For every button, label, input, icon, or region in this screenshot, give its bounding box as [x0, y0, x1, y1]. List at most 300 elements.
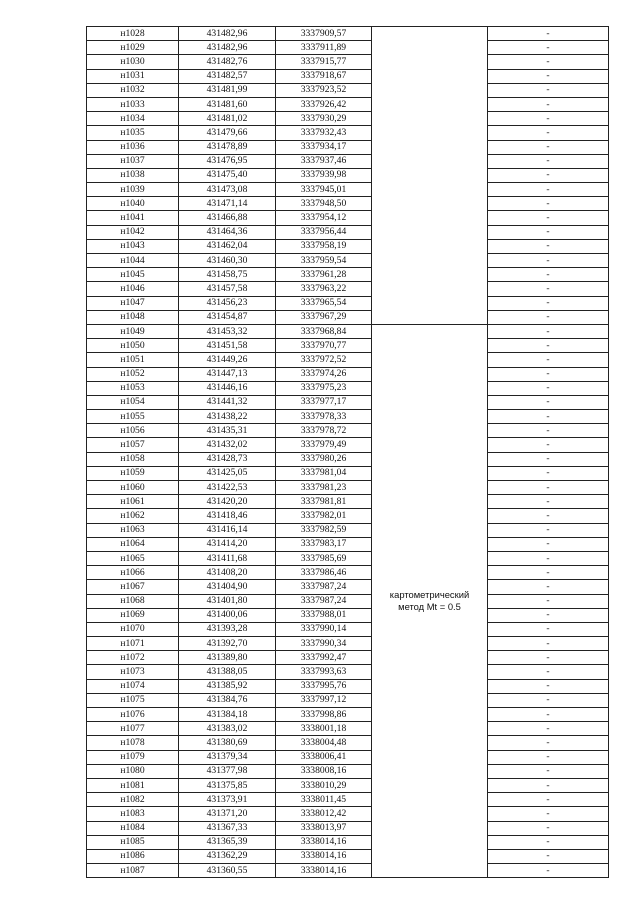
- x-coordinate-cell: 431449,26: [179, 353, 276, 367]
- point-id-cell: н1046: [87, 282, 179, 296]
- y-coordinate-cell: 3337990,14: [276, 622, 372, 636]
- table-row: [87, 154, 609, 168]
- description-cell: -: [488, 339, 609, 353]
- table-row: [87, 793, 609, 807]
- table-row: [87, 651, 609, 665]
- y-coordinate-cell: 3337958,19: [276, 239, 372, 253]
- table-row: [87, 353, 609, 367]
- point-id-cell: н1075: [87, 693, 179, 707]
- y-coordinate-cell: 3338013,97: [276, 821, 372, 835]
- point-id-cell: н1081: [87, 778, 179, 792]
- point-id-cell: н1058: [87, 452, 179, 466]
- y-coordinate-cell: 3337983,17: [276, 537, 372, 551]
- table-row: [87, 580, 609, 594]
- table-row: [87, 608, 609, 622]
- y-coordinate-cell: 3337967,29: [276, 310, 372, 324]
- point-id-cell: н1030: [87, 55, 179, 69]
- y-coordinate-cell: 3337915,77: [276, 55, 372, 69]
- y-coordinate-cell: 3337963,22: [276, 282, 372, 296]
- y-coordinate-cell: 3338006,41: [276, 750, 372, 764]
- y-coordinate-cell: 3337981,23: [276, 481, 372, 495]
- y-coordinate-cell: 3337911,89: [276, 41, 372, 55]
- x-coordinate-cell: 431481,99: [179, 83, 276, 97]
- point-id-cell: н1071: [87, 637, 179, 651]
- point-id-cell: н1068: [87, 594, 179, 608]
- y-coordinate-cell: 3337934,17: [276, 140, 372, 154]
- point-id-cell: н1083: [87, 807, 179, 821]
- description-cell: -: [488, 580, 609, 594]
- table-row: [87, 537, 609, 551]
- y-coordinate-cell: 3337948,50: [276, 197, 372, 211]
- point-id-cell: н1074: [87, 679, 179, 693]
- x-coordinate-cell: 431475,40: [179, 168, 276, 182]
- table-row: [87, 708, 609, 722]
- point-id-cell: н1050: [87, 339, 179, 353]
- description-cell: -: [488, 452, 609, 466]
- table-row: [87, 140, 609, 154]
- y-coordinate-cell: 3337980,26: [276, 452, 372, 466]
- x-coordinate-cell: 431456,23: [179, 296, 276, 310]
- description-cell: -: [488, 693, 609, 707]
- y-coordinate-cell: 3337990,34: [276, 637, 372, 651]
- point-id-cell: н1061: [87, 495, 179, 509]
- table-row: [87, 126, 609, 140]
- x-coordinate-cell: 431408,20: [179, 566, 276, 580]
- point-id-cell: н1038: [87, 168, 179, 182]
- x-coordinate-cell: 431384,18: [179, 708, 276, 722]
- description-cell: -: [488, 835, 609, 849]
- x-coordinate-cell: 431392,70: [179, 637, 276, 651]
- x-coordinate-cell: 431428,73: [179, 452, 276, 466]
- table-row: [87, 693, 609, 707]
- method-cell: [372, 324, 488, 877]
- description-cell: -: [488, 637, 609, 651]
- table-row: [87, 438, 609, 452]
- description-cell: -: [488, 83, 609, 97]
- table-row: [87, 268, 609, 282]
- point-id-cell: н1066: [87, 566, 179, 580]
- table-row: [87, 566, 609, 580]
- point-id-cell: н1034: [87, 112, 179, 126]
- x-coordinate-cell: 431420,20: [179, 495, 276, 509]
- x-coordinate-cell: 431383,02: [179, 722, 276, 736]
- y-coordinate-cell: 3337987,24: [276, 594, 372, 608]
- point-id-cell: н1059: [87, 466, 179, 480]
- x-coordinate-cell: 431411,68: [179, 551, 276, 565]
- table-row: [87, 665, 609, 679]
- table-row: [87, 835, 609, 849]
- y-coordinate-cell: 3337975,23: [276, 381, 372, 395]
- point-id-cell: н1065: [87, 551, 179, 565]
- point-id-cell: н1062: [87, 509, 179, 523]
- point-id-cell: н1032: [87, 83, 179, 97]
- x-coordinate-cell: 431418,46: [179, 509, 276, 523]
- description-cell: -: [488, 41, 609, 55]
- description-cell: -: [488, 239, 609, 253]
- description-cell: -: [488, 69, 609, 83]
- description-cell: -: [488, 722, 609, 736]
- y-coordinate-cell: 3337939,98: [276, 168, 372, 182]
- y-coordinate-cell: 3337970,77: [276, 339, 372, 353]
- y-coordinate-cell: 3337926,42: [276, 97, 372, 111]
- x-coordinate-cell: 431362,29: [179, 849, 276, 863]
- table-row: [87, 594, 609, 608]
- point-id-cell: н1048: [87, 310, 179, 324]
- y-coordinate-cell: 3337909,57: [276, 27, 372, 41]
- description-cell: -: [488, 154, 609, 168]
- description-cell: -: [488, 537, 609, 551]
- table-row: [87, 509, 609, 523]
- x-coordinate-cell: 431388,05: [179, 665, 276, 679]
- point-id-cell: н1078: [87, 736, 179, 750]
- description-cell: -: [488, 55, 609, 69]
- y-coordinate-cell: 3337930,29: [276, 112, 372, 126]
- y-coordinate-cell: 3337997,12: [276, 693, 372, 707]
- table-row: [87, 764, 609, 778]
- point-id-cell: н1082: [87, 793, 179, 807]
- table-row: [87, 849, 609, 863]
- y-coordinate-cell: 3338011,45: [276, 793, 372, 807]
- x-coordinate-cell: 431482,96: [179, 27, 276, 41]
- description-cell: -: [488, 254, 609, 268]
- description-cell: -: [488, 481, 609, 495]
- y-coordinate-cell: 3337974,26: [276, 367, 372, 381]
- y-coordinate-cell: 3337985,69: [276, 551, 372, 565]
- y-coordinate-cell: 3337932,43: [276, 126, 372, 140]
- description-cell: -: [488, 395, 609, 409]
- y-coordinate-cell: 3337956,44: [276, 225, 372, 239]
- point-id-cell: н1085: [87, 835, 179, 849]
- x-coordinate-cell: 431482,57: [179, 69, 276, 83]
- point-id-cell: н1037: [87, 154, 179, 168]
- table-row: [87, 722, 609, 736]
- table-row: [87, 778, 609, 792]
- description-cell: -: [488, 821, 609, 835]
- x-coordinate-cell: 431375,85: [179, 778, 276, 792]
- description-cell: -: [488, 410, 609, 424]
- description-cell: -: [488, 168, 609, 182]
- point-id-cell: н1039: [87, 183, 179, 197]
- description-cell: -: [488, 268, 609, 282]
- point-id-cell: н1041: [87, 211, 179, 225]
- table-row: [87, 69, 609, 83]
- y-coordinate-cell: 3337961,28: [276, 268, 372, 282]
- x-coordinate-cell: 431481,60: [179, 97, 276, 111]
- table-row: [87, 324, 609, 338]
- point-id-cell: н1049: [87, 324, 179, 338]
- description-cell: -: [488, 708, 609, 722]
- x-coordinate-cell: 431458,75: [179, 268, 276, 282]
- x-coordinate-cell: 431400,06: [179, 608, 276, 622]
- point-id-cell: н1072: [87, 651, 179, 665]
- y-coordinate-cell: 3337945,01: [276, 183, 372, 197]
- description-cell: -: [488, 495, 609, 509]
- x-coordinate-cell: 431432,02: [179, 438, 276, 452]
- table-row: [87, 821, 609, 835]
- x-coordinate-cell: 431377,98: [179, 764, 276, 778]
- table-row: [87, 97, 609, 111]
- point-id-cell: н1028: [87, 27, 179, 41]
- description-cell: -: [488, 864, 609, 878]
- y-coordinate-cell: 3337981,81: [276, 495, 372, 509]
- description-cell: -: [488, 27, 609, 41]
- description-cell: -: [488, 197, 609, 211]
- x-coordinate-cell: 431404,90: [179, 580, 276, 594]
- x-coordinate-cell: 431373,91: [179, 793, 276, 807]
- x-coordinate-cell: 431479,66: [179, 126, 276, 140]
- point-id-cell: н1084: [87, 821, 179, 835]
- x-coordinate-cell: 431438,22: [179, 410, 276, 424]
- description-cell: -: [488, 367, 609, 381]
- point-id-cell: н1056: [87, 424, 179, 438]
- x-coordinate-cell: 431422,53: [179, 481, 276, 495]
- description-cell: -: [488, 126, 609, 140]
- table-row: [87, 381, 609, 395]
- y-coordinate-cell: 3337995,76: [276, 679, 372, 693]
- method-name: картометрический: [389, 589, 470, 601]
- coordinates-table-body: [87, 27, 609, 878]
- point-id-cell: н1053: [87, 381, 179, 395]
- y-coordinate-cell: 3338014,16: [276, 864, 372, 878]
- description-cell: -: [488, 551, 609, 565]
- x-coordinate-cell: 431393,28: [179, 622, 276, 636]
- table-row: [87, 197, 609, 211]
- table-row: [87, 211, 609, 225]
- description-cell: -: [488, 594, 609, 608]
- x-coordinate-cell: 431482,96: [179, 41, 276, 55]
- description-cell: -: [488, 438, 609, 452]
- description-cell: -: [488, 566, 609, 580]
- table-row: [87, 637, 609, 651]
- table-row: [87, 239, 609, 253]
- y-coordinate-cell: 3337992,47: [276, 651, 372, 665]
- point-id-cell: н1070: [87, 622, 179, 636]
- description-cell: -: [488, 778, 609, 792]
- description-cell: -: [488, 849, 609, 863]
- table-row: [87, 551, 609, 565]
- table-row: [87, 395, 609, 409]
- description-cell: -: [488, 282, 609, 296]
- x-coordinate-cell: 431379,34: [179, 750, 276, 764]
- x-coordinate-cell: 431441,32: [179, 395, 276, 409]
- table-row: [87, 310, 609, 324]
- x-coordinate-cell: 431478,89: [179, 140, 276, 154]
- table-row: [87, 225, 609, 239]
- point-id-cell: н1044: [87, 254, 179, 268]
- y-coordinate-cell: 3337959,54: [276, 254, 372, 268]
- y-coordinate-cell: 3337965,54: [276, 296, 372, 310]
- x-coordinate-cell: 431385,92: [179, 679, 276, 693]
- description-cell: -: [488, 807, 609, 821]
- x-coordinate-cell: 431462,04: [179, 239, 276, 253]
- y-coordinate-cell: 3337998,86: [276, 708, 372, 722]
- x-coordinate-cell: 431380,69: [179, 736, 276, 750]
- point-id-cell: н1063: [87, 523, 179, 537]
- table-row: [87, 27, 609, 41]
- table-row: [87, 367, 609, 381]
- y-coordinate-cell: 3337954,12: [276, 211, 372, 225]
- point-id-cell: н1042: [87, 225, 179, 239]
- description-cell: -: [488, 679, 609, 693]
- y-coordinate-cell: 3338001,18: [276, 722, 372, 736]
- description-cell: -: [488, 622, 609, 636]
- x-coordinate-cell: 431360,55: [179, 864, 276, 878]
- description-cell: -: [488, 466, 609, 480]
- description-cell: -: [488, 381, 609, 395]
- table-row: [87, 807, 609, 821]
- y-coordinate-cell: 3337972,52: [276, 353, 372, 367]
- point-id-cell: н1087: [87, 864, 179, 878]
- description-cell: -: [488, 764, 609, 778]
- table-row: [87, 112, 609, 126]
- y-coordinate-cell: 3337978,72: [276, 424, 372, 438]
- point-id-cell: н1064: [87, 537, 179, 551]
- x-coordinate-cell: 431384,76: [179, 693, 276, 707]
- table-row: [87, 864, 609, 878]
- x-coordinate-cell: 431476,95: [179, 154, 276, 168]
- point-id-cell: н1047: [87, 296, 179, 310]
- table-row: [87, 168, 609, 182]
- point-id-cell: н1073: [87, 665, 179, 679]
- y-coordinate-cell: 3338010,29: [276, 778, 372, 792]
- x-coordinate-cell: 431435,31: [179, 424, 276, 438]
- x-coordinate-cell: 431454,87: [179, 310, 276, 324]
- y-coordinate-cell: 3337987,24: [276, 580, 372, 594]
- y-coordinate-cell: 3337977,17: [276, 395, 372, 409]
- x-coordinate-cell: 431401,80: [179, 594, 276, 608]
- table-row: [87, 183, 609, 197]
- point-id-cell: н1052: [87, 367, 179, 381]
- x-coordinate-cell: 431464,36: [179, 225, 276, 239]
- point-id-cell: н1080: [87, 764, 179, 778]
- table-row: [87, 410, 609, 424]
- x-coordinate-cell: 431457,58: [179, 282, 276, 296]
- x-coordinate-cell: 431446,16: [179, 381, 276, 395]
- y-coordinate-cell: 3337968,84: [276, 324, 372, 338]
- table-row: [87, 55, 609, 69]
- method-cell-empty: [372, 27, 488, 325]
- x-coordinate-cell: 431447,13: [179, 367, 276, 381]
- table-row: [87, 296, 609, 310]
- x-coordinate-cell: 431482,76: [179, 55, 276, 69]
- point-id-cell: н1077: [87, 722, 179, 736]
- point-id-cell: н1067: [87, 580, 179, 594]
- table-row: [87, 282, 609, 296]
- x-coordinate-cell: 431453,32: [179, 324, 276, 338]
- table-row: [87, 679, 609, 693]
- y-coordinate-cell: 3337923,52: [276, 83, 372, 97]
- y-coordinate-cell: 3337988,01: [276, 608, 372, 622]
- description-cell: -: [488, 608, 609, 622]
- point-id-cell: н1036: [87, 140, 179, 154]
- table-row: [87, 481, 609, 495]
- description-cell: -: [488, 523, 609, 537]
- y-coordinate-cell: 3337982,01: [276, 509, 372, 523]
- table-row: [87, 452, 609, 466]
- description-cell: -: [488, 140, 609, 154]
- point-id-cell: н1045: [87, 268, 179, 282]
- y-coordinate-cell: 3337937,46: [276, 154, 372, 168]
- point-id-cell: н1033: [87, 97, 179, 111]
- point-id-cell: н1029: [87, 41, 179, 55]
- description-cell: -: [488, 750, 609, 764]
- x-coordinate-cell: 431416,14: [179, 523, 276, 537]
- point-id-cell: н1060: [87, 481, 179, 495]
- y-coordinate-cell: 3338008,16: [276, 764, 372, 778]
- point-id-cell: н1054: [87, 395, 179, 409]
- table-row: [87, 622, 609, 636]
- x-coordinate-cell: 431425,05: [179, 466, 276, 480]
- x-coordinate-cell: 431367,33: [179, 821, 276, 835]
- description-cell: -: [488, 225, 609, 239]
- description-cell: -: [488, 509, 609, 523]
- description-cell: -: [488, 793, 609, 807]
- description-cell: -: [488, 310, 609, 324]
- description-cell: -: [488, 736, 609, 750]
- x-coordinate-cell: 431471,14: [179, 197, 276, 211]
- description-cell: -: [488, 353, 609, 367]
- table-row: [87, 339, 609, 353]
- point-id-cell: н1040: [87, 197, 179, 211]
- x-coordinate-cell: 431414,20: [179, 537, 276, 551]
- x-coordinate-cell: 431466,88: [179, 211, 276, 225]
- x-coordinate-cell: 431473,08: [179, 183, 276, 197]
- point-id-cell: н1043: [87, 239, 179, 253]
- table-row: [87, 466, 609, 480]
- point-id-cell: н1055: [87, 410, 179, 424]
- table-row: [87, 424, 609, 438]
- x-coordinate-cell: 431451,58: [179, 339, 276, 353]
- point-id-cell: н1031: [87, 69, 179, 83]
- y-coordinate-cell: 3337982,59: [276, 523, 372, 537]
- description-cell: -: [488, 424, 609, 438]
- table-row: [87, 83, 609, 97]
- y-coordinate-cell: 3337918,67: [276, 69, 372, 83]
- y-coordinate-cell: 3337993,63: [276, 665, 372, 679]
- table-row: [87, 41, 609, 55]
- description-cell: -: [488, 112, 609, 126]
- y-coordinate-cell: 3337981,04: [276, 466, 372, 480]
- table-row: [87, 523, 609, 537]
- point-id-cell: н1051: [87, 353, 179, 367]
- table-row: [87, 750, 609, 764]
- point-id-cell: н1079: [87, 750, 179, 764]
- y-coordinate-cell: 3338014,16: [276, 849, 372, 863]
- point-id-cell: н1076: [87, 708, 179, 722]
- y-coordinate-cell: 3337979,49: [276, 438, 372, 452]
- x-coordinate-cell: 431460,30: [179, 254, 276, 268]
- y-coordinate-cell: 3338004,48: [276, 736, 372, 750]
- description-cell: -: [488, 183, 609, 197]
- description-cell: -: [488, 665, 609, 679]
- y-coordinate-cell: 3338014,16: [276, 835, 372, 849]
- coordinates-table: [86, 26, 609, 878]
- description-cell: -: [488, 296, 609, 310]
- table-row: [87, 736, 609, 750]
- point-id-cell: н1035: [87, 126, 179, 140]
- x-coordinate-cell: 431389,80: [179, 651, 276, 665]
- point-id-cell: н1069: [87, 608, 179, 622]
- description-cell: -: [488, 97, 609, 111]
- description-cell: -: [488, 324, 609, 338]
- x-coordinate-cell: 431481,02: [179, 112, 276, 126]
- point-id-cell: н1086: [87, 849, 179, 863]
- point-id-cell: н1057: [87, 438, 179, 452]
- y-coordinate-cell: 3337978,33: [276, 410, 372, 424]
- table-row: [87, 495, 609, 509]
- table-row: [87, 254, 609, 268]
- description-cell: -: [488, 211, 609, 225]
